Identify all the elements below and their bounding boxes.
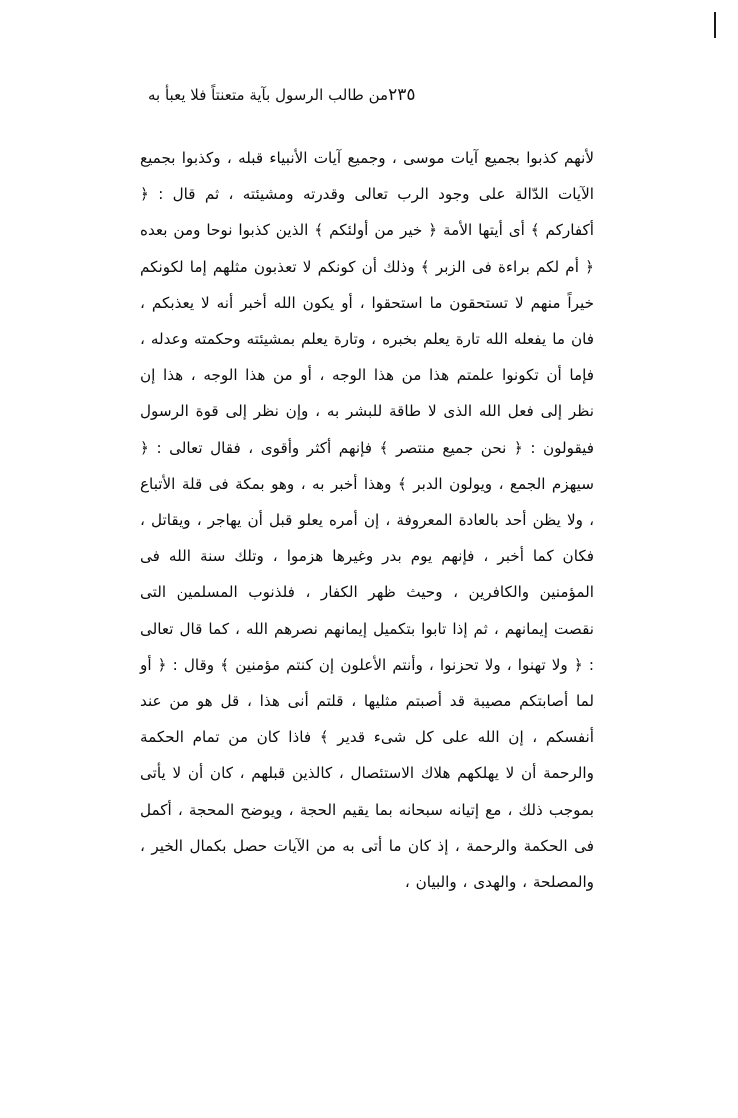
- running-title: من طالب الرسول بآية متعنتاً فلا يعبأ به: [148, 85, 389, 104]
- body-paragraph: لأنهم كذبوا بجميع آيات موسى ، وجميع آيات الأنبياء قبله ، وكذبوا بجميع الآيات الدّالة على وجود الرب تعالى وقدرته ومشيئته ، ثم قال : ﴿ أكفاركم ﴾ أى أيتها الأمة ﴿ خير من أولئكم ﴾ الذين كذبوا نوحا ومن بعده ﴿ أم لكم براءة فى الزبر ﴾ وذلك أن كونكم لا تعذبون مثلهم إما لكونكم خيراً منهم لا تستحقون ما استحقوا ، أو يكون الله أخبر أنه لا يعذبكم ، فان ما يفعله الله تارة يعلم بخبره ، وتارة يعلم بمشيئته وحكمته وعدله ، فإما أن تكونوا علمتم هذا من هذا الوجه ، أو من هذا الوجه ، هذا إن نظر إلى فعل الله الذى لا طاقة للبشر به ، وإن نظر إلى قوة الرسول فيقولون : ﴿ نحن جميع منتصر ﴾ فإنهم أكثر وأقوى ، فقال تعالى : ﴿ سيهزم الجمع ، ويولون الدبر ﴾ وهذا أخبر به ، وهو بمكة فى قلة الأتباع ، ولا يظن أحد بالعادة المعروفة ، إن أمره يعلو قبل أن يهاجر ، ويقاتل ، فكان كما أخبر ، فإنهم يوم بدر وغيرها هزموا ، وتلك سنة الله فى المؤمنين والكافرين ، وحيث ظهر الكفار ، فلذنوب المسلمين التى نقصت إيمانهم ، ثم إذا تابوا بتكميل إيمانهم نصرهم الله ، كما قال تعالى : ﴿ ولا تهنوا ، ولا تحزنوا ، وأنتم الأعلون إن كنتم مؤمنين ﴾ وقال : ﴿ أو لما أصابتكم مصيبة قد أصبتم مثليها ، قلتم أنى هذا ، قل هو من عند أنفسكم ، إن الله على كل شىء قدير ﴾ فاذا كان من تمام الحكمة والرحمة أن لا يهلكهم هلاك الاستئصال ، كالذين قبلهم ، كان أن لا يأتى بموجب ذلك ، مع إتيانه سبحانه بما يقيم الحجة ، ويوضح المحجة ، أكمل فى الحكمة والرحمة ، إذ كان ما أتى به من الآيات حصل بكمال الخير ، والمصلحة ، والهدى ، والبيان ،: [140, 149, 594, 892]
- page-header: [148, 82, 590, 108]
- page-body: [140, 140, 594, 900]
- page-number: ٢٣٥: [388, 85, 416, 105]
- page-corner-mark: [714, 12, 716, 38]
